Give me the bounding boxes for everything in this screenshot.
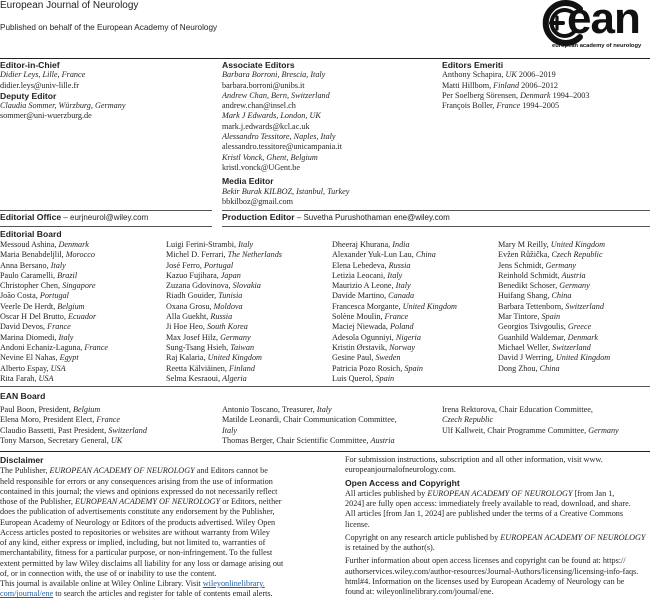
open-access-line: 2024] are fully open access: immediately freely available to read, download, and share. — [345, 499, 631, 509]
editorial-office: Editorial Office – eurjneurol@wiley.com — [0, 212, 149, 222]
board-member: Letizia Leocani, Italy — [332, 270, 403, 280]
ean-board-member: Czech Republic — [442, 415, 494, 425]
board-member: Max Josef Hilz, Germany — [166, 332, 251, 342]
board-member: Evžen Růžička, Czech Republic — [498, 250, 603, 260]
associate-editor-name: Mark J Edwards, London, UK — [222, 111, 321, 121]
ean-board-member: Paul Boon, President, Belgium — [0, 405, 101, 414]
open-access-heading: Open Access and Copyright — [345, 477, 460, 488]
board-member: Paulo Caramelli, Brazil — [0, 270, 78, 280]
board-member: Selma Kesraoui, Algeria — [166, 373, 247, 383]
disclaimer-line: extent permitted by law Wiley disclaims all liability for any loss or damage arising out — [0, 558, 284, 568]
divider — [0, 210, 212, 211]
associate-editor-name: Alessandro Tessitore, Naples, Italy — [222, 132, 336, 142]
editor-in-chief-name: Didier Leys, Lille, France — [0, 70, 86, 80]
copyright-text — [345, 533, 650, 554]
divider — [222, 210, 650, 211]
open-access-line: All articles published by EUROPEAN ACADEMY OF NEUROLOGY [from Jan 1, — [345, 488, 615, 498]
logo-word: ean — [567, 0, 640, 43]
divider — [0, 226, 212, 227]
logo-subtitle: european academy of neurology — [552, 43, 642, 49]
board-member: Christopher Chen, Singapore — [0, 281, 96, 291]
board-member: Reetta Kälviäinen, Finland — [166, 363, 255, 373]
board-member: Georgios Tsivgoulis, Greece — [498, 322, 592, 332]
associate-editor-email: mark.j.edwards@kcl.ac.uk — [222, 121, 310, 131]
board-member: Messoud Ashina, Denmark — [0, 240, 89, 249]
ean-board-heading: EAN Board — [0, 391, 46, 401]
board-member: Zuzana Gdovinova, Slovakia — [166, 281, 261, 291]
submission-text: europeanjournalofneurology.com. — [345, 465, 456, 475]
ean-board-member: Antonio Toscano, Treasurer, Italy — [222, 405, 332, 414]
ean-logo — [534, 0, 650, 54]
board-member: Jens Schmidt, Germany — [498, 260, 577, 270]
disclaimer-line: European Academy of Neurology or Editors of the products advertised. Wiley Open — [0, 517, 276, 527]
board-member: Reinhold Schmidt, Austria — [498, 270, 586, 280]
disclaimer-heading: Disclaimer — [0, 455, 44, 465]
ean-board-member: Thomas Berger, Chair Scientific Committee, Austria — [222, 435, 395, 445]
deputy-editor-email: sommer@uni-wuerzburg.de — [0, 111, 92, 121]
emeritus-entry: Per Soelberg Sörensen, Denmark 1994–2003 — [442, 90, 590, 100]
board-member: Oscar H Del Brutto, Ecuador — [0, 312, 97, 322]
editorial-board-column — [166, 240, 282, 384]
board-member: Elena Lebedeva, Russia — [332, 260, 411, 270]
divider — [222, 226, 650, 227]
disclaimer-line: The Publisher, EUROPEAN ACADEMY OF NEUROLOGY and Editors cannot be — [0, 466, 268, 476]
further-info-line: authorservices.wiley.com/author-resources/Journal-Authors/licensing/licensing-info-faqs. — [345, 566, 639, 576]
further-info-text — [345, 556, 650, 597]
board-member: Francesca Morgante, United Kingdom — [332, 301, 457, 311]
editor-in-chief-heading: Editor-in-Chief — [0, 60, 60, 70]
disclaimer-line: those of the Publisher, EUROPEAN ACADEMY OF NEUROLOGY or Editors, neither — [0, 497, 282, 507]
associate-editors-block — [222, 60, 432, 207]
board-member: Marina Diomedi, Italy — [0, 332, 74, 342]
ean-board-column — [0, 405, 147, 446]
journal-title: European Journal of Neurology — [0, 0, 139, 11]
further-info-line: found at: wileyonlinelibrary.com/journal/ene. — [345, 587, 494, 597]
copyright-line: Copyright on any research article published by EUROPEAN ACADEMY OF NEUROLOGY — [345, 532, 646, 542]
further-info-line: Further information about open access licenses and copyright can be found at: https:// — [345, 556, 626, 566]
associate-editor-email: barbara.borroni@unibs.it — [222, 80, 305, 90]
disclaimer-line: of any kind, either express or implied, including, but not limited to, warranties of — [0, 538, 266, 548]
ean-board-member: Claudio Bassetti, Past President, Switzerland — [0, 425, 147, 435]
board-member: Anna Bersano, Italy — [0, 260, 66, 270]
board-member: Nevine El Nahas, Egypt — [0, 353, 79, 363]
ean-board-member: Italy — [222, 425, 238, 435]
associate-editor-name: Kristl Vonck, Ghent, Belgium — [222, 152, 318, 162]
disclaimer-line: contained in this journal; the views and opinions expressed do not necessarily reflect — [0, 486, 278, 496]
board-member: Sung-Tsang Hsieh, Taiwan — [166, 342, 255, 352]
board-member: Ji Hoe Heo, South Korea — [166, 322, 248, 332]
board-member: Davide Martino, Canada — [332, 291, 415, 301]
board-member: Patricia Pozo Rosich, Spain — [332, 363, 423, 373]
board-member: Veerle De Herdt, Belgium — [0, 301, 85, 311]
board-member: Kazuo Fujihara, Japan — [166, 270, 241, 280]
associate-editor-email: andrew.chan@insel.ch — [222, 101, 296, 111]
ean-board-member: Matilde Leonardi, Chair Communication Committee, — [222, 415, 397, 425]
open-access-line: license. — [345, 519, 370, 529]
ean-board-member: Irena Rektorova, Chair Education Committee, — [442, 405, 593, 414]
media-editor-email: bbkilboz@gmail.com — [222, 196, 293, 206]
media-editor-heading: Media Editor — [222, 176, 274, 187]
editor-in-chief-block — [0, 60, 210, 122]
disclaimer-line: of, or in connection with, the use of or inability to use the content. — [0, 568, 217, 578]
board-member: João Costa, Portugal — [0, 291, 69, 301]
ean-board-member: Tony Marson, Secretary General, UK — [0, 435, 123, 445]
board-member: Mary M Reilly, United Kingdom — [498, 240, 606, 249]
board-member: Maria Benabdeljlil, Morocco — [0, 250, 95, 260]
editorial-board-heading: Editorial Board — [0, 229, 62, 239]
board-member: Benedikt Schoser, Germany — [498, 281, 590, 291]
board-member: Barbara Tettenborn, Switzerland — [498, 301, 604, 311]
board-member: Dong Zhou, China — [498, 363, 560, 373]
disclaimer-line: held responsible for errors or any consequences arising from the use of information — [0, 476, 273, 486]
emeritus-entry: François Boller, France 1994–2005 — [442, 101, 560, 111]
disclaimer-text — [0, 466, 333, 579]
ean-board-column — [222, 405, 397, 446]
board-member: Rita Farah, USA — [0, 373, 54, 383]
open-access-text — [345, 489, 650, 530]
associate-editor-email: kristl.vonck@UGent.be — [222, 162, 301, 172]
board-member: José Ferro, Portugal — [166, 260, 234, 270]
board-member: Luis Querol, Spain — [332, 373, 395, 383]
associate-editor-name: Andrew Chan, Bern, Switzerland — [222, 90, 330, 100]
ean-board-member: Ulf Kallweit, Chair Programme Committee, Germany — [442, 425, 619, 435]
ean-board-column — [442, 405, 619, 436]
board-member: Riadh Gouider, Tunisia — [166, 291, 243, 301]
editorial-board-column — [498, 240, 610, 374]
published-on-behalf: Published on behalf of the European Academy of Neurology — [0, 23, 218, 32]
board-member: David Devos, France — [0, 322, 71, 332]
board-member: Alexander Yuk-Lun Lau, China — [332, 250, 436, 260]
disclaimer-block — [0, 455, 333, 599]
online-availability-cont: com/journal/ene to search the articles and register for table of contents email alerts. — [0, 589, 273, 599]
board-member: Kristin Ørstavik, Norway — [332, 342, 416, 352]
editorial-board-column — [332, 240, 457, 384]
board-member: Dheeraj Khurana, India — [332, 240, 410, 249]
board-member: Michel D. Ferrari, The Netherlands — [166, 250, 282, 260]
disclaimer-line: merchantability, fitness for a particular purpose, or non-infringement. To the fullest — [0, 548, 273, 558]
associate-editor-email: alessandro.tessitore@unicampania.it — [222, 142, 342, 152]
board-member: Luigi Ferini-Strambi, Italy — [166, 240, 254, 249]
open-access-line: All articles [from Jan 1, 2024] are published under the terms of a Creative Commons — [345, 509, 624, 519]
media-editor-name: Bekir Burak KILBOZ, Istanbul, Turkey — [222, 186, 350, 196]
editors-emeriti-block — [442, 60, 650, 111]
journal-link[interactable]: wileyonlinelibrary. — [202, 579, 265, 589]
board-member: Alla Guekht, Russia — [166, 312, 233, 322]
board-member: Mar Tintore, Spain — [498, 312, 561, 322]
emeritus-entry: Anthony Schapira, UK 2006–2019 — [442, 70, 556, 80]
board-member: Alberto Espay, USA — [0, 363, 66, 373]
board-member: Maurizio A Leone, Italy — [332, 281, 411, 291]
board-member: Adesola Ogunniyi, Nigeria — [332, 332, 421, 342]
board-member: Andoni Echaniz-Laguna, France — [0, 342, 109, 352]
divider — [0, 451, 650, 452]
production-editor: Production Editor – Suvetha Purushothaman ene@wiley.com — [222, 212, 450, 222]
board-member: Michael Weller, Switzerland — [498, 342, 591, 352]
board-member: Guanhild Waldemar, Denmark — [498, 332, 599, 342]
board-member: Oxana Grosu, Moldova — [166, 301, 243, 311]
board-member: Gesine Paul, Sweden — [332, 353, 401, 363]
divider — [0, 58, 650, 59]
copyright-line: is retained by the author(s). — [345, 543, 435, 553]
submission-openaccess-block — [345, 455, 650, 597]
deputy-editor-name: Claudia Sommer, Würzburg, Germany — [0, 101, 126, 111]
journal-link[interactable]: com/journal/ene — [0, 589, 54, 599]
disclaimer-line: Access articles posted to repositories or websites are without warranty from Wiley — [0, 527, 270, 537]
emeritus-entry: Matti Hillbom, Finland 2006–2012 — [442, 80, 558, 90]
associate-editors-heading: Associate Editors — [222, 60, 295, 70]
further-info-line: html#4. Information on the licenses used by European Academy of Neurology can be — [345, 576, 625, 586]
editorial-board-column — [0, 240, 108, 384]
board-member: Solène Moulin, France — [332, 312, 409, 322]
ean-board-member: Elena Moro, President Elect, France — [0, 415, 121, 425]
divider — [0, 386, 650, 387]
editors-emeriti-heading: Editors Emeriti — [442, 60, 504, 70]
board-member: David J Werring, United Kingdom — [498, 353, 611, 363]
editor-in-chief-email: didier.leys@univ-lille.fr — [0, 80, 79, 90]
board-member: Maciej Niewada, Poland — [332, 322, 414, 332]
board-member: Raj Kalaria, United Kingdom — [166, 353, 262, 363]
deputy-editor-heading: Deputy Editor — [0, 90, 57, 101]
submission-text: For submission instructions, subscription and all other information, visit www. — [345, 455, 603, 464]
associate-editor-name: Barbara Borroni, Brescia, Italy — [222, 70, 326, 80]
board-member: Huifang Shang, China — [498, 291, 572, 301]
disclaimer-line: does the publication of advertisements constitute any endorsement by the Publisher, — [0, 507, 275, 517]
online-availability: This journal is available online at Wiley Online Library. Visit wileyonlinelibrary. — [0, 579, 265, 589]
